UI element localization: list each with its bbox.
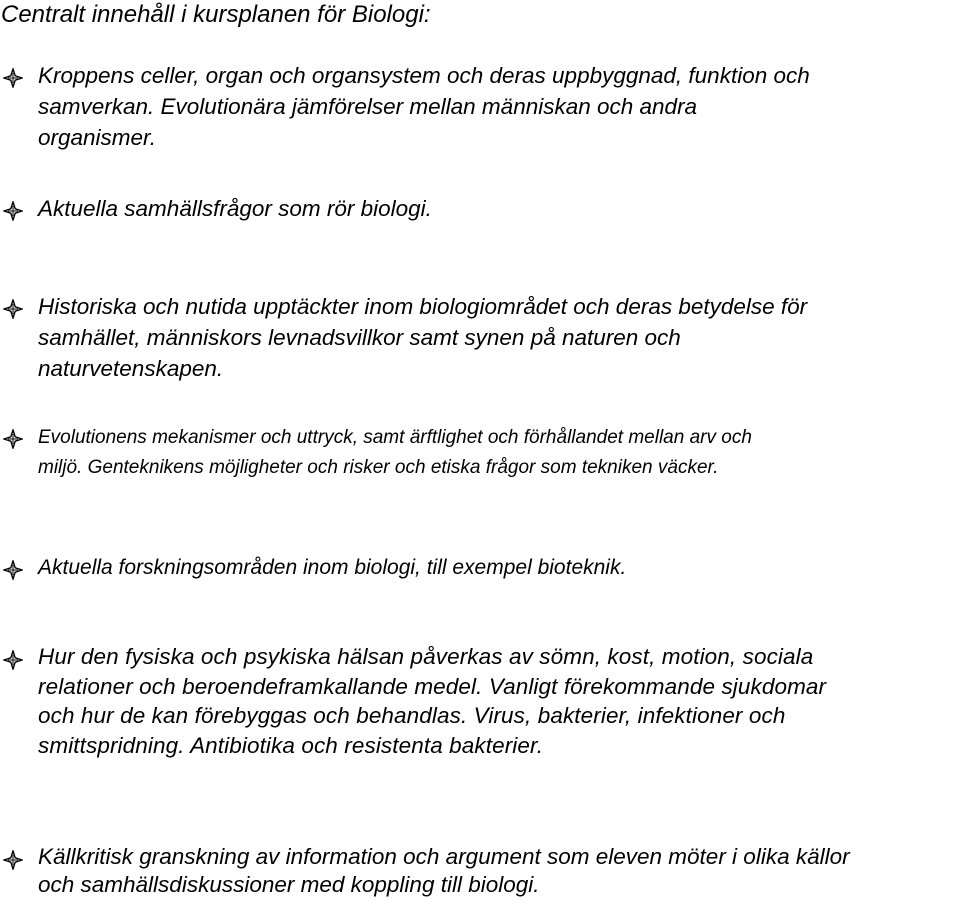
- list-item-text: Aktuella samhällsfrågor som rör biologi.: [38, 196, 432, 221]
- diamond-bullet-icon: [3, 650, 23, 670]
- list-item-text: Källkritisk granskning av information och argument som eleven möter i olika källor och samhällsdiskussioner med koppling till biologi.: [38, 844, 850, 897]
- list-item-text: Hur den fysiska och psykiska hälsan påverkas av sömn, kost, motion, sociala relationer och beroendeframkallande medel. Vanligt förekommande sjukdomar och hur de kan förebyggas och behandlas. Virus, bakterier, infektioner och smittspridning. Antibiotika och resistenta bakterier.: [38, 644, 827, 758]
- diamond-bullet-icon: [3, 299, 23, 319]
- diamond-bullet-icon: [3, 560, 23, 580]
- list-item-text: Kroppens celler, organ och organsystem och deras uppbyggnad, funktion och samverkan. Evolutionära jämförelser mellan människan och andra organismer.: [38, 63, 810, 150]
- list-item-text: Evolutionens mekanismer och uttryck, samt ärftlighet och förhållandet mellan arv och miljö. Genteknikens möjligheter och risker och etiska frågor som tekniken väcker.: [38, 427, 752, 478]
- diamond-bullet-icon: [3, 429, 23, 449]
- page-title: Centralt innehåll i kursplanen för Biologi:: [1, 1, 431, 28]
- diamond-bullet-icon: [3, 850, 23, 870]
- list-item-text: Aktuella forskningsområden inom biologi, till exempel bioteknik.: [38, 556, 627, 579]
- diamond-bullet-icon: [3, 201, 23, 221]
- diamond-bullet-icon: [3, 68, 23, 88]
- list-item-text: Historiska och nutida upptäckter inom biologiområdet och deras betydelse för samhället, människors levnadsvillkor samt synen på naturen och naturvetenskapen.: [38, 294, 808, 381]
